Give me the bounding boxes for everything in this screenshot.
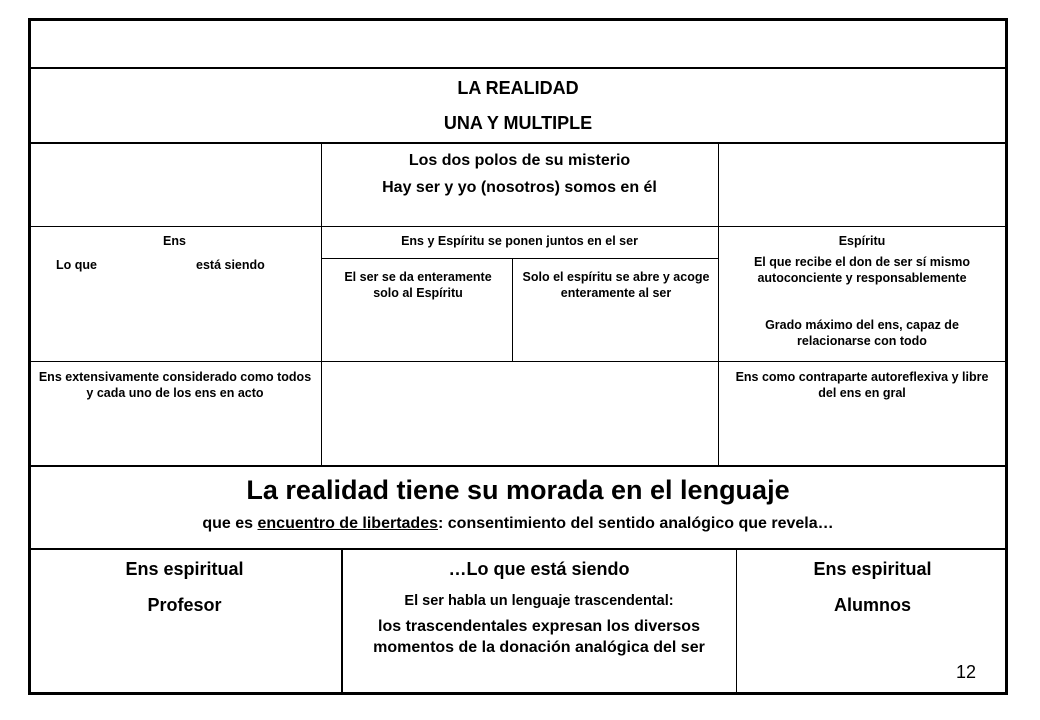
- bottom-right-line-2: Alumnos: [833, 595, 911, 615]
- espiritu-desc-1: El que recibe el don de ser sí mismo autoconciente y responsablemente: [753, 255, 971, 285]
- row-divider: [28, 548, 1008, 550]
- headline-main: La realidad tiene su morada en el lenguaje: [246, 475, 790, 505]
- headline-sub: [28, 514, 1008, 534]
- ens-esta-siendo: está siendo: [196, 258, 265, 272]
- ens-lo-que: Lo que: [56, 258, 97, 272]
- extensive-right: Ens como contraparte autoreflexiva y libre del ens en gral: [735, 370, 989, 400]
- bottom-left-line-1: Ens espiritual: [125, 559, 244, 579]
- title-line-1: LA REALIDAD: [457, 78, 579, 98]
- bottom-center-title: …Lo que está siendo: [448, 559, 630, 579]
- headline-sub-suffix: : consentimiento del sentido analógico que revela…: [438, 515, 834, 532]
- polos-line-1: Los dos polos de su misterio: [408, 152, 631, 169]
- espiritu-title: Espíritu: [838, 234, 886, 248]
- column-divider: [718, 142, 719, 465]
- bottom-center-line-2: los trascendentales expresan los diversos momentos de la donación analógica del ser: [373, 618, 705, 656]
- row-divider: [28, 67, 1008, 69]
- row-divider: [321, 258, 718, 259]
- espiritu-desc-2: Grado máximo del ens, capaz de relacionarse con todo: [765, 318, 959, 348]
- row-divider: [28, 465, 1008, 467]
- ens-title: Ens: [163, 234, 186, 248]
- middle-left-cell: El ser se da enteramente solo al Espíritu: [344, 270, 492, 300]
- middle-header: Ens y Espíritu se ponen juntos en el ser: [401, 234, 638, 248]
- bottom-right-line-1: Ens espiritual: [813, 559, 932, 579]
- slide-number: 12: [956, 662, 977, 682]
- bottom-center-line-1: El ser habla un lenguaje trascendental:: [404, 593, 674, 609]
- polos-line-2: Hay ser y yo (nosotros) somos en él: [382, 179, 657, 196]
- row-divider: [28, 142, 1008, 144]
- title-line-2: UNA Y MULTIPLE: [443, 113, 593, 133]
- bottom-left-line-2: Profesor: [147, 595, 222, 615]
- row-divider: [28, 226, 1008, 227]
- column-divider: [512, 258, 513, 361]
- headline-sub-prefix: que es: [202, 515, 258, 532]
- middle-right-cell: Solo el espíritu se abre y acoge enteramente al ser: [522, 270, 710, 300]
- headline-sub-underlined: encuentro de libertades: [257, 515, 438, 532]
- row-divider: [28, 361, 1008, 362]
- extensive-left: Ens extensivamente considerado como todos y cada uno de los ens en acto: [38, 370, 312, 400]
